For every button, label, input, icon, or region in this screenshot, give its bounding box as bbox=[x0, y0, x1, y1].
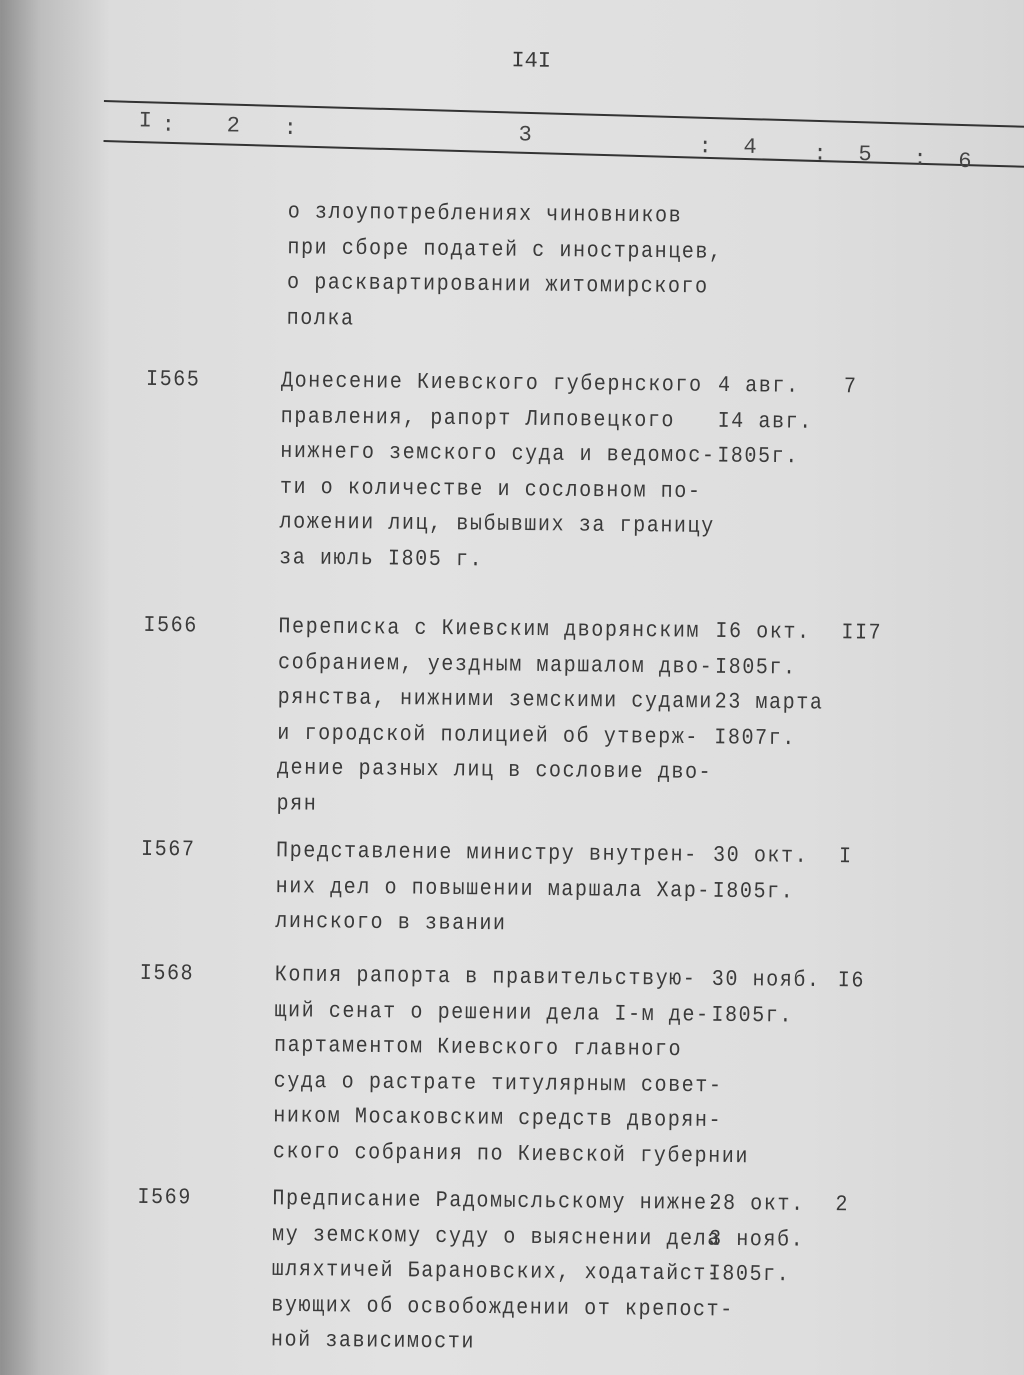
description-line: собранием, уездным маршалом дво- bbox=[277, 649, 714, 680]
entry-dates bbox=[717, 368, 813, 475]
date-line: I805г. bbox=[714, 654, 797, 681]
description-line: рян bbox=[276, 790, 318, 817]
column-separator: : bbox=[161, 112, 176, 138]
description-line: ти о количестве и сословном по- bbox=[279, 474, 702, 505]
description-line: ского собрания по Киевской губернии bbox=[272, 1138, 750, 1170]
column-separator: : bbox=[283, 115, 297, 142]
description-line: ником Мосаковским средств дворян- bbox=[273, 1103, 723, 1134]
description-line: рянства, нижними земскими судами bbox=[277, 684, 714, 716]
description-line: о злоупотреблениях чиновников bbox=[287, 199, 683, 230]
header-rule-top bbox=[104, 100, 1024, 128]
description-line: Донесение Киевского губернского bbox=[280, 368, 703, 399]
entry-description bbox=[279, 364, 716, 580]
date-line: 30 нояб. bbox=[711, 966, 821, 994]
entry-description bbox=[276, 610, 713, 826]
date-line: 30 окт. bbox=[712, 842, 809, 870]
page-number: I4I bbox=[511, 48, 552, 74]
column-number: 3 bbox=[518, 122, 532, 148]
date-line: 3 нояб. bbox=[708, 1226, 805, 1253]
continuation-description bbox=[286, 195, 723, 341]
column-number: I bbox=[138, 108, 153, 134]
description-line: му земскому суду о выяснении дела bbox=[271, 1221, 722, 1253]
description-line: при сборе податей с иностранцев, bbox=[287, 234, 723, 266]
header-rule-bottom bbox=[103, 140, 1024, 168]
description-line: и городской полицией об утверж- bbox=[277, 720, 700, 751]
entry-dates bbox=[709, 1186, 805, 1293]
date-line: I805г. bbox=[708, 1261, 791, 1289]
description-line: ложении лиц, выбывших за границу bbox=[279, 509, 715, 540]
entry-number: I566 bbox=[143, 612, 199, 640]
description-line: них дел о повышении маршала Хар- bbox=[275, 873, 712, 904]
date-line: I6 окт. bbox=[715, 618, 811, 646]
description-line: щий сенат о решении дела I-м де- bbox=[274, 997, 710, 1028]
description-line: линского в звании bbox=[275, 908, 507, 938]
entry-sheets: I6 bbox=[837, 968, 866, 995]
entry-dates bbox=[713, 838, 809, 910]
description-line: вующих об освобождении от крепост- bbox=[271, 1292, 734, 1323]
date-line: 28 окт. bbox=[709, 1190, 805, 1218]
entry-number: I567 bbox=[140, 836, 196, 864]
date-line: I4 авг. bbox=[717, 408, 813, 436]
column-number: 4 bbox=[743, 134, 757, 160]
entry-number: I569 bbox=[137, 1184, 193, 1212]
description-line: суда о растрате титулярным совет- bbox=[273, 1068, 723, 1099]
entry-description bbox=[275, 834, 711, 944]
description-line: правления, рапорт Липовецкого bbox=[280, 403, 676, 434]
entry-number: I565 bbox=[145, 366, 201, 394]
column-separator: : bbox=[698, 134, 712, 160]
entry-sheets: 2 bbox=[835, 1192, 850, 1219]
entry-number: I568 bbox=[139, 960, 195, 988]
date-line: I805г. bbox=[711, 1002, 794, 1029]
description-line: Переписка с Киевским дворянским bbox=[278, 614, 701, 645]
column-separator: : bbox=[913, 146, 927, 172]
date-line: I807г. bbox=[714, 724, 797, 752]
date-line: I805г. bbox=[717, 443, 800, 471]
entry-dates bbox=[714, 614, 824, 756]
entry-sheets: II7 bbox=[841, 620, 883, 647]
description-line: Предписание Радомысльскому нижне- bbox=[272, 1186, 722, 1217]
description-line: за июль I805 г. bbox=[279, 544, 484, 573]
entry-dates bbox=[711, 962, 821, 1034]
date-line: 4 авг. bbox=[717, 372, 800, 400]
description-line: партаментом Киевского главного bbox=[273, 1032, 683, 1063]
date-line: 23 марта bbox=[714, 689, 824, 717]
entry-sheets: 7 bbox=[843, 374, 858, 401]
description-line: Копия рапорта в правительствую- bbox=[274, 962, 697, 993]
description-line: полка bbox=[286, 305, 355, 332]
column-number: 5 bbox=[858, 141, 872, 168]
column-number: 2 bbox=[226, 113, 241, 139]
description-line: Представление министру внутрен- bbox=[275, 838, 698, 869]
entry-sheets: I bbox=[838, 844, 853, 871]
column-number: 6 bbox=[958, 148, 972, 175]
description-line: о расквартировании житомирского bbox=[286, 270, 709, 301]
date-line: I805г. bbox=[712, 878, 795, 905]
description-line: нижнего земского суда и ведомос- bbox=[280, 438, 716, 470]
entry-description bbox=[271, 1182, 735, 1363]
description-line: шляхтичей Барановских, ходатайст- bbox=[271, 1256, 721, 1288]
entry-description bbox=[273, 958, 751, 1175]
description-line: дение разных лиц в сословие дво- bbox=[276, 755, 713, 786]
description-line: ной зависимости bbox=[270, 1327, 476, 1356]
column-separator: : bbox=[813, 141, 827, 167]
